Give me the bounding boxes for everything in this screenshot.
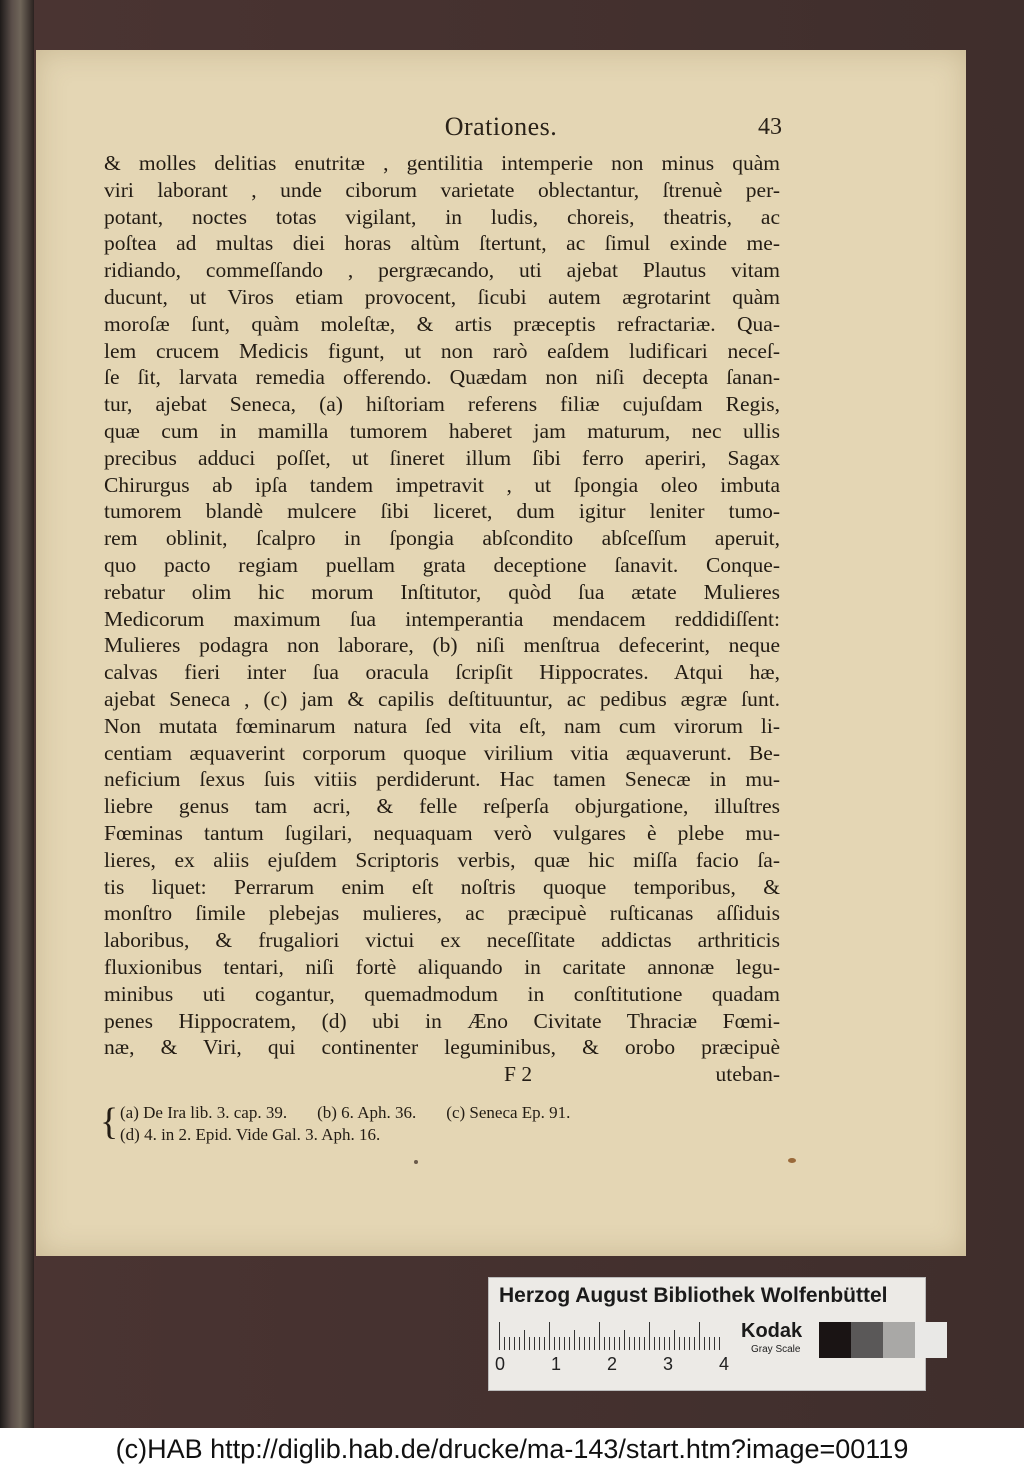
ruler-tick [534,1337,535,1350]
text-line: tis liquet: Perrarum enim eſt noſtris quoque temporibus, & [104,874,780,899]
ruler-number: 4 [719,1354,730,1374]
text-line: fluxionibus tentari, niſi fortè aliquando in caritate annonæ legu- [104,954,780,979]
text-line: Medicorum maximum ſua intemperantia mendacem reddidiſſent: [104,606,780,631]
ruler-tick [679,1337,680,1350]
ruler-tick [599,1322,600,1350]
ruler-tick [634,1337,635,1350]
ruler-tick [659,1337,660,1350]
text-line: tur, ajebat Seneca, (a) hiſtoriam referens filiæ cujuſdam Regis, [104,392,780,417]
ruler-tick [574,1330,575,1350]
ruler-tick [499,1322,500,1350]
text-line: Chirurgus ab ipſa tandem impetravit , ut ſpongia oleo imbuta [104,472,780,497]
footnote-line [120,1102,780,1124]
ruler-tick [524,1330,525,1350]
ruler-tick [519,1337,520,1350]
ruler-tick [594,1337,595,1350]
ruler-tick [704,1337,705,1350]
ruler-tick [669,1337,670,1350]
text-line: minibus uti cogantur, quemadmodum in conſtitutione quadam [104,981,780,1006]
gray-scale-swatches [819,1322,947,1358]
text-line: & molles delitias enutritæ , gentilitia intemperie non minus quàm [104,151,780,175]
text-line: rebatur olim hic morum Inſtitutor, quòd ſua ætate Mulieres [104,579,780,604]
gray-swatch [915,1322,947,1358]
ruler-tick [549,1322,550,1350]
text-line: viri laborant , unde ciborum varietate oblectantur, ſtrenuè per- [104,177,780,202]
text-line: ducunt, ut Viros etiam provocent, ſicubi autem ægrotarint quàm [104,284,780,309]
ruler-number: 2 [607,1354,618,1374]
ruler-number: 1 [551,1354,562,1374]
text-line: Mulieres podagra non laborare, (b) niſi menſtrua defecerint, neque [104,633,780,658]
text-line: ridiando, commeſſando , pergræcando, uti ajebat Plautus vitam [104,258,780,283]
ink-dot [414,1160,418,1164]
ruler-tick [559,1337,560,1350]
text-line: precibus adduci poſſet, ut ſineret illum ſibi ferro aperiri, Sagax [104,445,780,470]
ruler-number: 3 [663,1354,674,1374]
ruler-tick [539,1337,540,1350]
ruler-tick [649,1322,650,1350]
ruler-tick [644,1337,645,1350]
page-header [36,110,966,148]
kodak-label: Kodak [741,1320,803,1342]
ruler-tick [699,1322,700,1350]
catchword: uteban- [715,1062,780,1087]
text-line: ſe ſit, larvata remedia offerendo. Quædam non niſi decepta ſanan- [104,365,780,390]
text-line: Fœminas tantum ſugilari, nequaquam verò vulgares è plebe mu- [104,820,780,845]
ruler-tick [584,1337,585,1350]
ruler-tick [664,1337,665,1350]
text-line: centiam æquaverint corporum quoque virilium vitia æquaverunt. Be- [104,740,780,765]
running-title: Orationes. [444,112,558,141]
gray-swatch [819,1322,851,1358]
ruler-tick [604,1337,605,1350]
gray-scale-label: Gray Scale [751,1344,801,1355]
footnotes [120,1102,780,1146]
footnote-line [120,1124,780,1146]
text-line: næ, & Viri, qui continenter leguminibus, & orobo præcipuè [104,1035,780,1060]
ruler-tick [654,1337,655,1350]
footer-bar [0,1428,1024,1470]
library-color-card [488,1277,926,1391]
ruler-tick [674,1330,675,1350]
ruler-tick [684,1337,685,1350]
text-line: Non mutata fœminarum natura ſed vita eſt, nam cum virorum li- [104,713,780,738]
text-line: ajebat Seneca , (c) jam & capilis deſtituuntur, ac pedibus ægræ ſunt. [104,686,780,711]
footnote: (c) Seneca Ep. 91. [446,1103,571,1122]
text-line: liebre genus tam acri, & felle reſperſa objurgatione, illuſtres [104,794,780,819]
footnote: (a) De Ira lib. 3. cap. 39. [120,1103,288,1122]
body-text [104,150,780,1088]
footnote: (b) 6. Aph. 36. [317,1103,417,1122]
ruler-tick [589,1337,590,1350]
text-line: lieres, ex aliis ejuſdem Scriptoris verbis, quæ hic miſſa facio ſa- [104,847,780,872]
text-line: moroſæ ſunt, quàm moleſtæ, & artis præceptis refractariæ. Qua- [104,311,780,336]
catch-line [104,1061,780,1088]
library-name: Herzog August Bibliothek Wolfenbüttel [499,1284,888,1307]
gray-swatch [851,1322,883,1358]
text-line: quo pacto regiam puellam grata deceptione ſanavit. Conque- [104,552,780,577]
text-line: quæ cum in mamilla tumorem haberet jam maturum, nec ullis [104,418,780,443]
scale-ruler [499,1322,729,1350]
ruler-tick [714,1337,715,1350]
text-line: monſtro ſimile plebejas mulieres, ac præcipuè ruſticanas aſſiduis [104,901,780,926]
ruler-tick [579,1337,580,1350]
ruler-tick [719,1337,720,1350]
text-line: calvas fieri inter ſua oracula ſcripſit Hippocrates. Atqui hæ, [104,660,780,685]
ruler-tick [639,1337,640,1350]
ruler-tick [569,1337,570,1350]
ruler-tick [709,1337,710,1350]
ruler-tick [609,1337,610,1350]
signature-mark: F 2 [504,1062,533,1087]
text-line: potant, noctes totas vigilant, in ludis, choreis, theatris, ac [104,204,780,229]
ruler-tick [629,1337,630,1350]
ruler-tick [619,1337,620,1350]
ink-stain [788,1158,796,1163]
ruler-tick [564,1337,565,1350]
book-spine-edge [0,0,34,1428]
ruler-tick [514,1337,515,1350]
ruler-tick [554,1337,555,1350]
text-line: neficium ſexus ſuis vitiis perdiderunt. Hac tamen Senecæ in mu- [104,767,780,792]
ruler-tick [624,1330,625,1350]
text-line: tumorem blandè mulcere ſibi liceret, dum igitur leniter tumo- [104,499,780,524]
page-number: 43 [758,114,782,140]
ruler-tick [689,1337,690,1350]
ruler-tick [544,1337,545,1350]
footnote-brace: { [100,1101,119,1143]
footnote: (d) 4. in 2. Epid. Vide Gal. 3. Aph. 16. [120,1125,381,1144]
text-line: lem crucem Medicis figunt, ut non rarò eaſdem ludificari neceſ- [104,338,780,363]
ruler-tick [529,1337,530,1350]
text-line: rem oblinit, ſcalpro in ſpongia abſcondito abſceſſum aperuit, [104,526,780,551]
footer-credit-link[interactable]: (c)HAB http://diglib.hab.de/drucke/ma-143/start.htm?image=00119 [115,1434,909,1464]
ruler-tick [509,1337,510,1350]
text-line: penes Hippocratem, (d) ubi in Æno Civitate Thraciæ Fœmi- [104,1008,780,1033]
text-line: poſtea ad multas diei horas altùm ſtertunt, ac ſimul exinde me- [104,231,780,256]
text-line: laboribus, & frugaliori victui ex neceſſitate addictas arthriticis [104,928,780,953]
ruler-tick [504,1337,505,1350]
ruler-number: 0 [495,1354,506,1374]
gray-swatch [883,1322,915,1358]
ruler-tick [614,1337,615,1350]
ruler-numbers [495,1354,735,1378]
ruler-tick [694,1337,695,1350]
